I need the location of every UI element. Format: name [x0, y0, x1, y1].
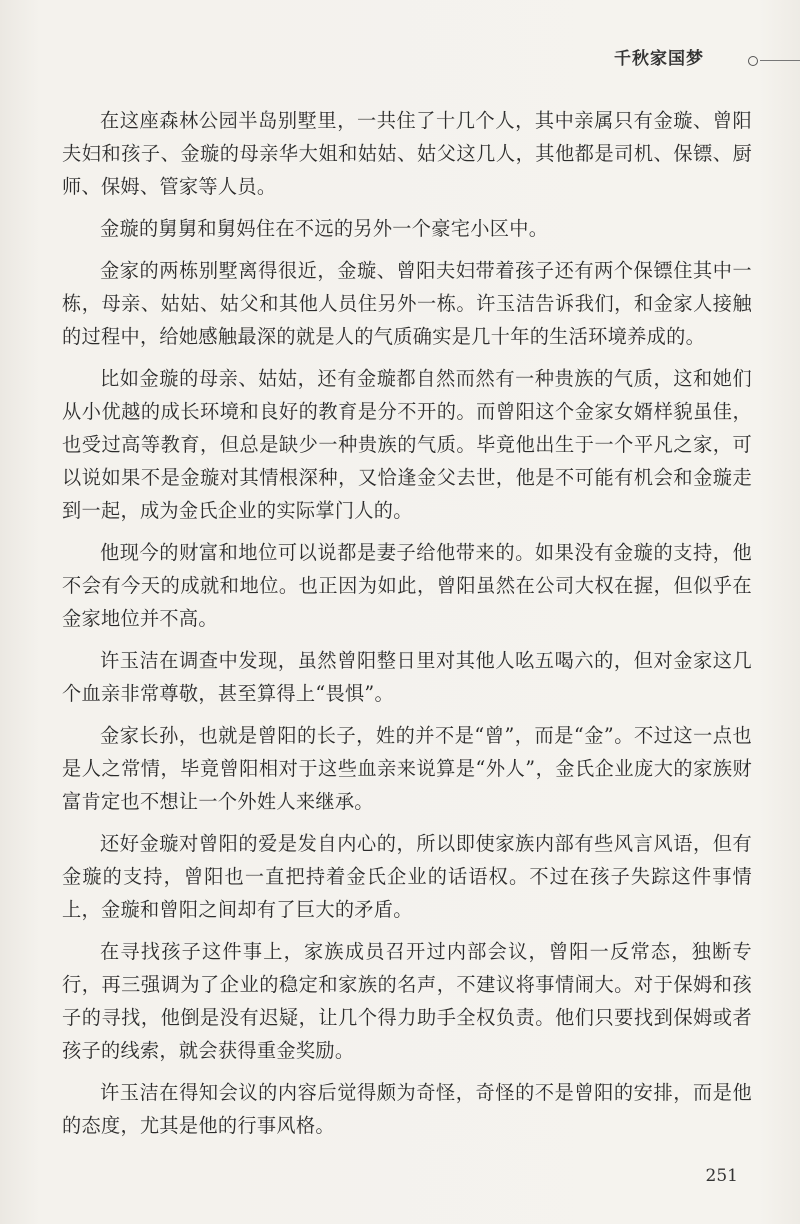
paragraph: 还好金璇对曾阳的爱是发自内心的，所以即使家族内部有些风言风语，但有金璇的支持，曾阳也一直把持着金氏企业的话语权。不过在孩子失踪这件事情上，金璇和曾阳之间却有了巨大的矛盾。: [62, 831, 752, 922]
header-title: 千秋家国梦: [614, 49, 704, 69]
paragraph: 金家长孙，也就是曾阳的长子，姓的并不是“曾”，而是“金”。不过这一点也是人之常情，毕竟曾阳相对于这些血亲来说算是“外人”，金氏企业庞大的家族财富肯定也不想让一个外姓人来继承。: [62, 723, 752, 814]
paragraph: 金家的两栋别墅离得很近，金璇、曾阳夫妇带着孩子还有两个保镖住其中一栋，母亲、姑姑、姑父和其他人员住另外一栋。许玉洁告诉我们，和金家人接触的过程中，给她感触最深的就是人的气质确实是几十年的生活环境养成的。: [62, 258, 752, 348]
paragraph: 在寻找孩子这件事上，家族成员召开过内部会议，曾阳一反常态，独断专行，再三强调为了企业的稳定和家族的名声，不建议将事情闹大。对于保姆和孩子的寻找，他倒是没有迟疑，让几个得力助手全权负责。他们只要找到保姆或者孩子的线索，就会获得重金奖励。: [62, 939, 752, 1063]
header-circle-ornament: [748, 56, 758, 66]
paragraph: 在这座森林公园半岛别墅里，一共住了十几个人，其中亲属只有金璇、曾阳夫妇和孩子、金璇的母亲华大姐和姑姑、姑父这几人，其他都是司机、保镖、厨师、保姆、管家等人员。: [62, 109, 752, 199]
paragraph: 金璇的舅舅和舅妈住在不远的另外一个豪宅小区中。: [100, 217, 549, 240]
header-rule: [760, 60, 800, 61]
paragraph: 许玉洁在调查中发现，虽然曾阳整日里对其他人吆五喝六的，但对金家这几个血亲非常尊敬，甚至算得上“畏惧”。: [62, 649, 752, 706]
running-header: [600, 40, 800, 72]
paragraph: 比如金璇的母亲、姑姑，还有金璇都自然而然有一种贵族的气质，这和她们从小优越的成长环境和良好的教育是分不开的。而曾阳这个金家女婿样貌虽佳，也受过高等教育，但总是缺少一种贵族的气质。毕竟他出生于一个平凡之家，可以说如果不是金璇对其情根深种，又恰逢金父去世，他是不可能有机会和金璇走到一起，成为金氏企业的实际掌门人的。: [62, 366, 752, 523]
body-text: [62, 104, 752, 1151]
paragraph: 许玉洁在得知会议的内容后觉得颇为奇怪，奇怪的不是曾阳的安排，而是他的态度，尤其是他的行事风格。: [62, 1081, 752, 1138]
page-number: 251: [705, 1166, 738, 1186]
paragraph: 他现今的财富和地位可以说都是妻子给他带来的。如果没有金璇的支持，他不会有今天的成就和地位。也正因为如此，曾阳虽然在公司大权在握，但似乎在金家地位并不高。: [62, 541, 752, 631]
